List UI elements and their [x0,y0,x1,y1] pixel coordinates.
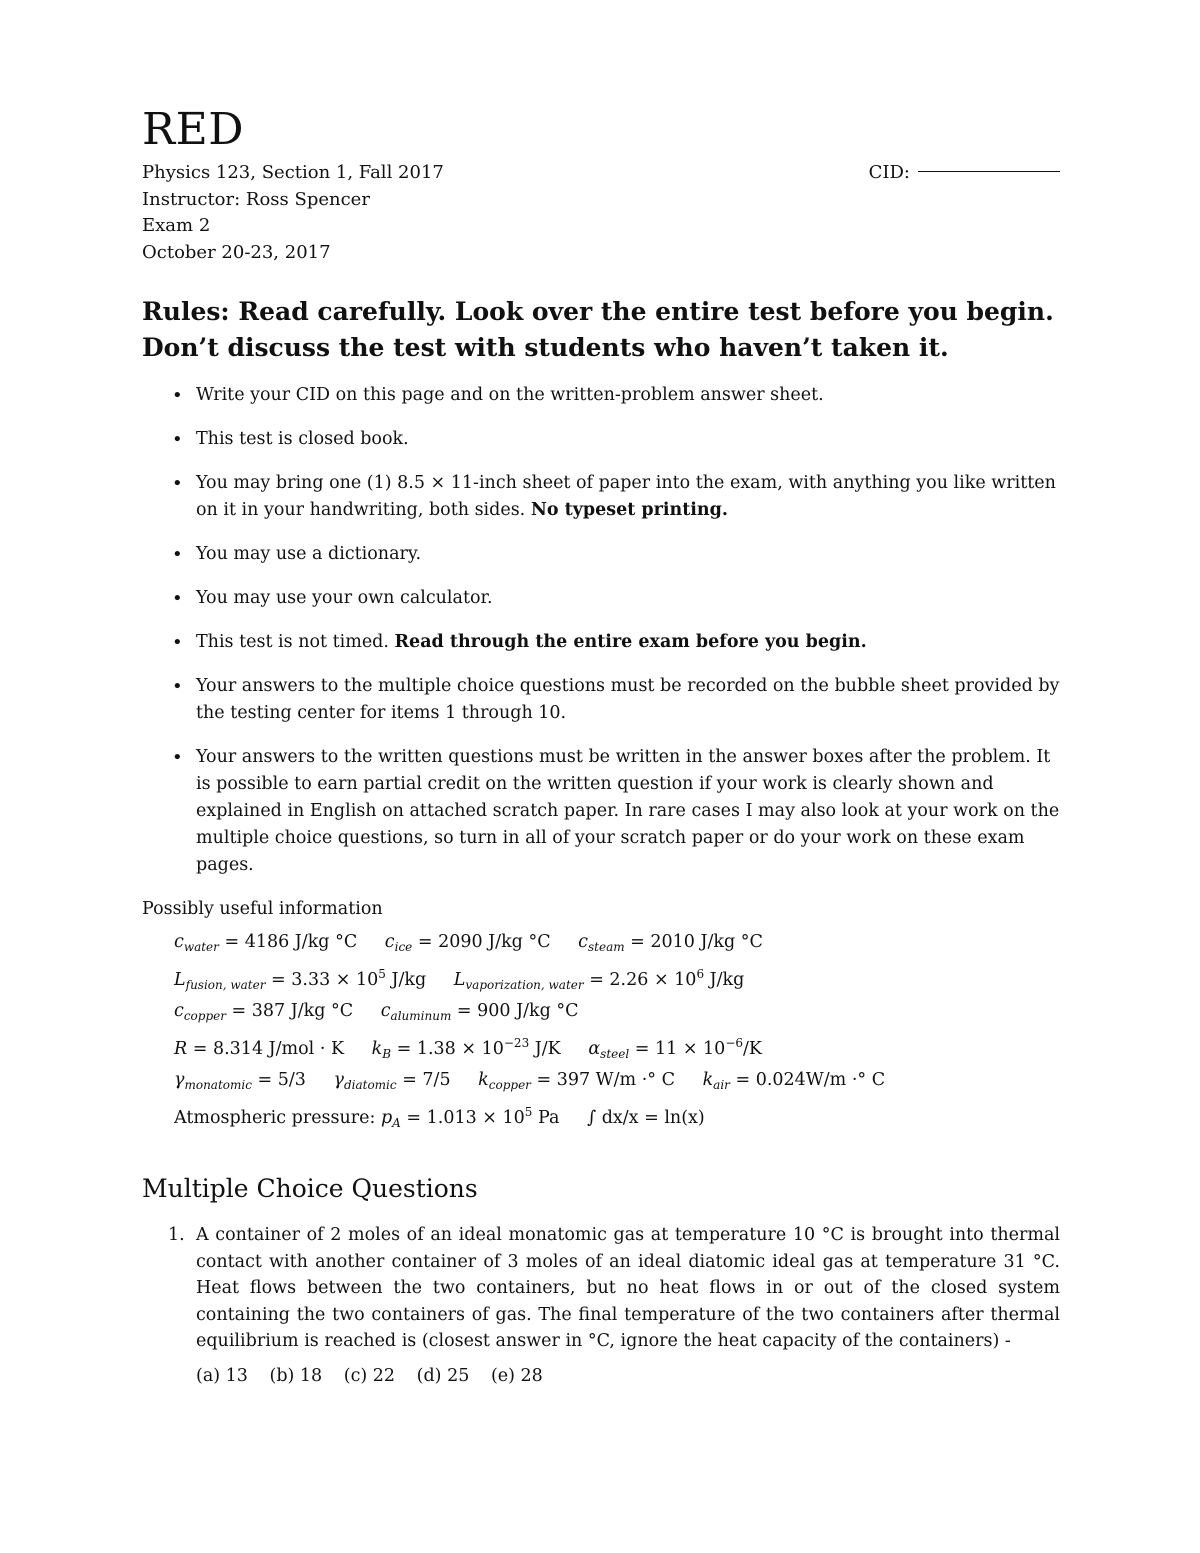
choice-c: (c) 22 [343,1365,396,1386]
constants-line: R = 8.314 J/mol · K $k_B = 1.38 \times 10^{-23}$ J/K $\alpha_{steel} = 11 \times 10^{-6}/K$ [174,1035,763,1061]
rule-bold-text: No typeset printing. [530,500,728,520]
rules-list [142,382,1060,879]
answer-choices [196,1363,1060,1390]
question-text: A container of 2 moles of an ideal monatomic gas at temperature 10 °C is brought into thermal contact with another container of 3 moles of an ideal diatomic ideal gas at temperature 31 °C. Heat flows between the two containers, but no heat flows in or out of the closed system containing the two containers of gas. The final temperature of the two containers after thermal equilibrium is reached is (closest answer in °C, ignore the heat capacity of the containers) - [196,1225,1060,1351]
course-line: Physics 123, Section 1, Fall 2017 [142,162,444,183]
question-item [142,1222,1060,1389]
choice-d: (d) 25 [416,1365,470,1386]
rule-item: • Your answers to the multiple choice questions must be recorded on the bubble sheet provided by the testing center for items 1 through 10. [196,673,1060,727]
rule-bold-text: Read through the entire exam before you begin. [394,632,867,652]
choice-b: (b) 18 [269,1365,323,1386]
constants-block [142,929,1060,1136]
rule-item: • You may use your own calculator. [196,585,1060,612]
question-list [142,1222,1060,1389]
rules-heading [142,294,1060,366]
instructor-line: Instructor: Ross Spencer [142,188,370,210]
section-heading: Multiple Choice Questions [142,1174,478,1203]
constants-line: Atmospheric pressure: $p_A = 1.013 \times 10^5$ Pa ∫ dx/x = ln(x) [174,1104,705,1130]
rules-heading-line2: Don’t discuss the test with students who haven’t taken it. [142,333,949,362]
rule-item: • You may use a dictionary. [196,541,1060,568]
cid-blank-line[interactable] [918,170,1060,172]
choice-a: (a) 13 [196,1365,248,1386]
exam-page [142,104,1060,1389]
rule-item: • This test is not timed. Read through the entire exam before you begin. [196,629,1060,656]
cid-label: CID: [868,162,910,183]
dates-line: October 20-23, 2017 [142,241,331,263]
exam-line: Exam 2 [142,215,211,236]
constants-line: $c_{water} = 4186$ J/kg °C $c_{ice} = 2090$ J/kg °C $c_{steam} = 2010$ J/kg °C [174,932,763,954]
exam-header [142,160,1060,266]
integral-formula: ∫ dx/x = ln(x) [587,1107,705,1128]
rule-item: • Write your CID on this page and on the written-problem answer sheet. [196,382,1060,409]
question-number: 1. [168,1225,185,1245]
choice-e: (e) 28 [490,1365,543,1386]
cid-field[interactable] [869,160,1060,187]
rule-item: • This test is closed book. [196,426,1060,453]
rules-heading-line1: Rules: Read carefully. Look over the entire test before you begin. [142,297,1054,326]
rule-item: • Your answers to the written questions must be written in the answer boxes after the problem. It is possible to earn partial credit on the written question if your work is clearly shown and explained in English on attached scratch paper. In rare cases I may also look at your work on the multiple choice questions, so turn in all of your scratch paper or do your work on these exam pages. [196,744,1060,879]
info-title: Possibly useful information [142,899,383,919]
constants-line: $c_{copper} = 387$ J/kg °C $c_{aluminum} = 900$ J/kg °C [174,1001,579,1023]
exam-color-title: RED [142,104,245,155]
constants-line: $L_{fusion, water} = 3.33 \times 10^5$ J/kg $L_{vaporization, water} = 2.26 \times 10^6$ J/kg [174,966,745,992]
constants-line: $\gamma_{monatomic} = 5/3$ $\gamma_{diatomic} = 7/5$ $k_{copper} = 397$ W/m ·° C $k_{air} = 0.024W/m$ ·° C [174,1070,886,1092]
rule-item: • You may bring one (1) 8.5 × 11-inch sheet of paper into the exam, with anything you like written on it in your handwriting, both sides. No typeset printing. [196,470,1060,524]
